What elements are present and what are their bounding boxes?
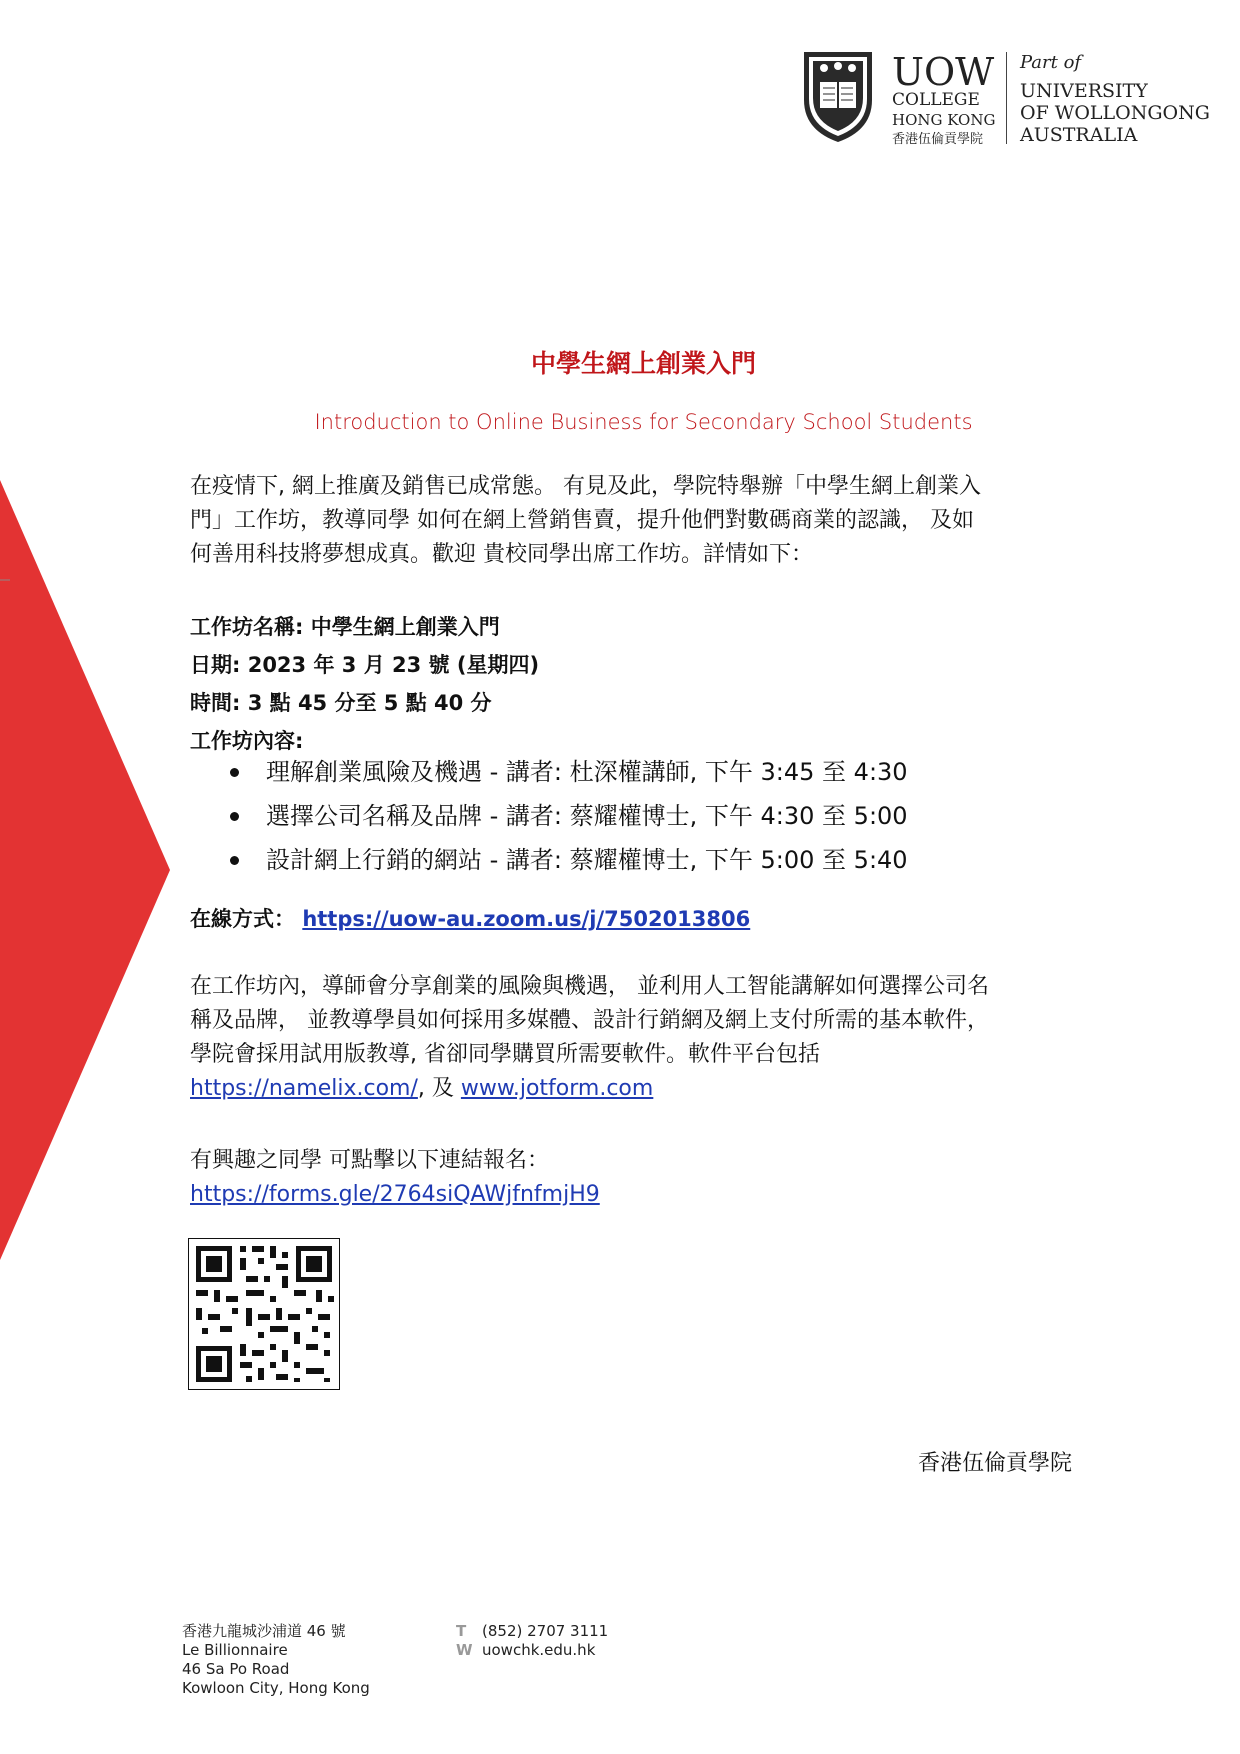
workshop-name: 工作坊名稱: 中學生網上創業入門	[190, 615, 500, 639]
logo-hongkong: HONG KONG	[892, 111, 996, 129]
online-method	[190, 903, 750, 933]
body-links-line	[190, 1072, 1090, 1106]
register-text: 有興趣之同學 可點擊以下連結報名：	[190, 1148, 549, 1173]
workshop-date: 日期: 2023 年 3 月 23 號 (星期四)	[190, 653, 540, 677]
session-text: 理解創業風險及機遇 - 講者: 杜深權講師, 下午 3:45 至 4:30	[266, 758, 908, 786]
body-line: 稱及品牌， 並教導學員如何採用多媒體、設計行銷網及網上支付所需的基本軟件，	[190, 1008, 989, 1033]
intro-line: 門」工作坊，教導同學 如何在網上營銷售賣，提升他們對數碼商業的認識， 及如	[190, 508, 974, 533]
qr-code[interactable]	[188, 1238, 340, 1390]
footer-phone: (852) 2707 3111	[482, 1622, 609, 1640]
logo-college: COLLEGE	[892, 90, 980, 110]
footer-address-line: 46 Sa Po Road	[182, 1660, 290, 1678]
online-label: 在線方式：	[190, 907, 295, 931]
logo-divider	[1006, 52, 1007, 144]
logo-chinese-name: 香港伍倫貢學院	[892, 132, 984, 147]
footer-address-line: Le Billionnaire	[182, 1641, 288, 1659]
footer-address-line: Kowloon City, Hong Kong	[182, 1679, 370, 1697]
body-line: 學院會採用試用版教導, 省卻同學購買所需要軟件。軟件平台包括	[190, 1042, 820, 1067]
session-text: 選擇公司名稱及品牌 - 講者: 蔡耀權博士, 下午 4:30 至 5:00	[266, 802, 908, 830]
uow-college-logo	[800, 48, 1220, 148]
logo-univ-line1: UNIVERSITY	[1020, 80, 1148, 102]
session-list	[190, 750, 908, 882]
footer-address	[182, 1622, 370, 1698]
logo-univ-line2: OF WOLLONGONG	[1020, 102, 1210, 124]
list-item	[190, 794, 908, 838]
list-item	[190, 838, 908, 882]
body-paragraph	[190, 970, 1090, 1106]
namelix-link[interactable]: https://namelix.com/	[190, 1076, 418, 1101]
signature: 香港伍倫貢學院	[918, 1451, 1073, 1476]
links-separator: , 及	[417, 1076, 454, 1101]
logo-univ-line3: AUSTRALIA	[1020, 124, 1138, 146]
register-section	[190, 1144, 1090, 1212]
footer-address-cn: 香港九龍城沙浦道 46 號	[182, 1622, 346, 1640]
title-english: Introduction to Online Business for Secondary School Students	[314, 410, 973, 434]
intro-line: 何善用科技將夢想成真。歡迎 貴校同學出席工作坊。詳情如下：	[190, 542, 813, 567]
body-line: 在工作坊內，導師會分享創業的風險與機遇， 並利用人工智能講解如何選擇公司名	[190, 974, 989, 999]
crest-icon	[800, 48, 876, 144]
red-chevron-decoration	[0, 0, 180, 1300]
intro-line: 在疫情下, 網上推廣及銷售已成常態。 有見及此，學院特舉辦「中學生網上創業入	[190, 474, 981, 499]
logo-uow: UOW	[892, 50, 995, 94]
bullet-icon	[230, 812, 239, 821]
session-text: 設計網上行銷的網站 - 講者: 蔡耀權博士, 下午 5:00 至 5:40	[266, 846, 908, 874]
bullet-icon	[230, 768, 239, 777]
list-item	[190, 750, 908, 794]
register-link[interactable]: https://forms.gle/2764siQAWjfnfmjH9	[190, 1182, 600, 1207]
workshop-time: 時間: 3 點 45 分至 5 點 40 分	[190, 691, 492, 715]
footer-contact	[456, 1622, 608, 1660]
workshop-content-label: 工作坊內容:	[190, 729, 304, 753]
footer-web-row	[456, 1641, 608, 1660]
bullet-icon	[230, 856, 239, 865]
zoom-link[interactable]: https://uow-au.zoom.us/j/7502013806	[302, 907, 751, 931]
footer-website[interactable]: uowchk.edu.hk	[482, 1641, 596, 1659]
logo-part-of: Part of	[1020, 52, 1082, 73]
title-chinese: 中學生網上創業入門	[530, 349, 756, 378]
web-label: W	[456, 1641, 473, 1659]
jotform-link[interactable]: www.jotform.com	[460, 1076, 654, 1101]
intro-paragraph	[190, 470, 1090, 572]
footer-phone-row	[456, 1622, 608, 1641]
phone-label: T	[456, 1622, 467, 1640]
